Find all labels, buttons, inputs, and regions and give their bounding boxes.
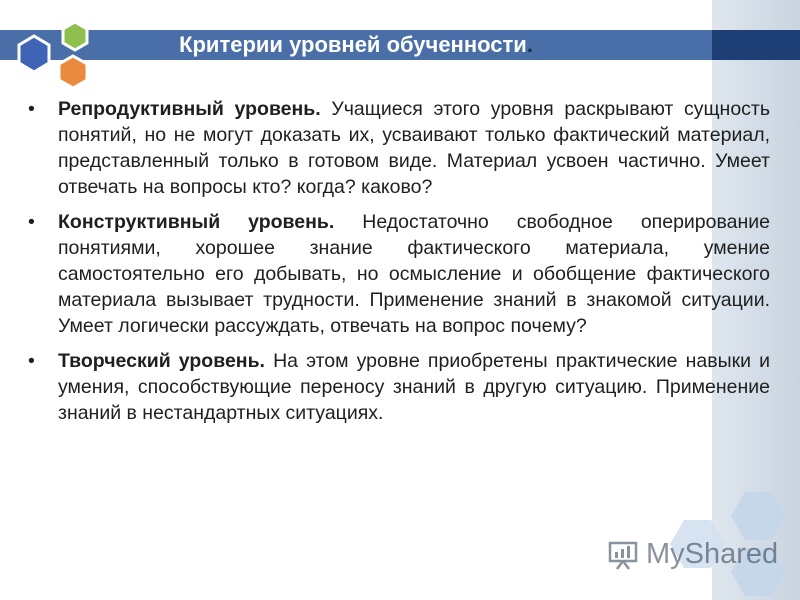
item-description: Недостаточно свободное оперирование понятиями, хорошее знание фактического материала, умение самостоятельно его добывать, но осмысление и обобщение фактического материала вызывает трудности. Применение знаний в знакомой ситуации. Умеет логически рассуждать, отвечать на вопрос почему? xyxy=(58,211,770,337)
item-text xyxy=(58,96,770,200)
item-text xyxy=(58,209,770,339)
item-term: Репродуктивный уровень. xyxy=(58,98,321,120)
list-item xyxy=(28,209,770,339)
orange-hexagon xyxy=(59,56,87,88)
myshared-watermark xyxy=(604,536,779,576)
item-term: Конструктивный уровень. xyxy=(58,211,335,233)
watermark-text: MyShared xyxy=(646,538,779,570)
item-description: Учащиеся этого уровня раскрывают сущность понятий, но не могут доказать их, усваивают только фактический материал, представленный только в готовом виде. Материал усвоен частично. Умеет отвечать на вопросы кто? когда? каково? xyxy=(58,98,770,198)
deco-hexagon xyxy=(731,492,786,540)
bullet: • xyxy=(28,98,35,120)
item-term: Творческий уровень. xyxy=(58,350,265,372)
bullet: • xyxy=(28,350,35,372)
item-description: На этом уровне приобретены практические навыки и умения, способствующие переносу знаний в другую ситуацию. Применение знаний в нестандартных ситуациях. xyxy=(58,350,770,424)
list-item xyxy=(28,348,770,426)
title-bar-accent xyxy=(712,30,800,60)
list-item xyxy=(28,96,770,200)
slide-title-text: Критерии уровней обученности xyxy=(179,32,527,57)
slide-title xyxy=(0,30,712,60)
presentation-board-icon xyxy=(608,540,638,570)
item-text xyxy=(58,348,770,426)
bullet: • xyxy=(28,211,35,233)
slide-title-dot: . xyxy=(526,32,533,57)
criteria-list xyxy=(28,96,770,435)
